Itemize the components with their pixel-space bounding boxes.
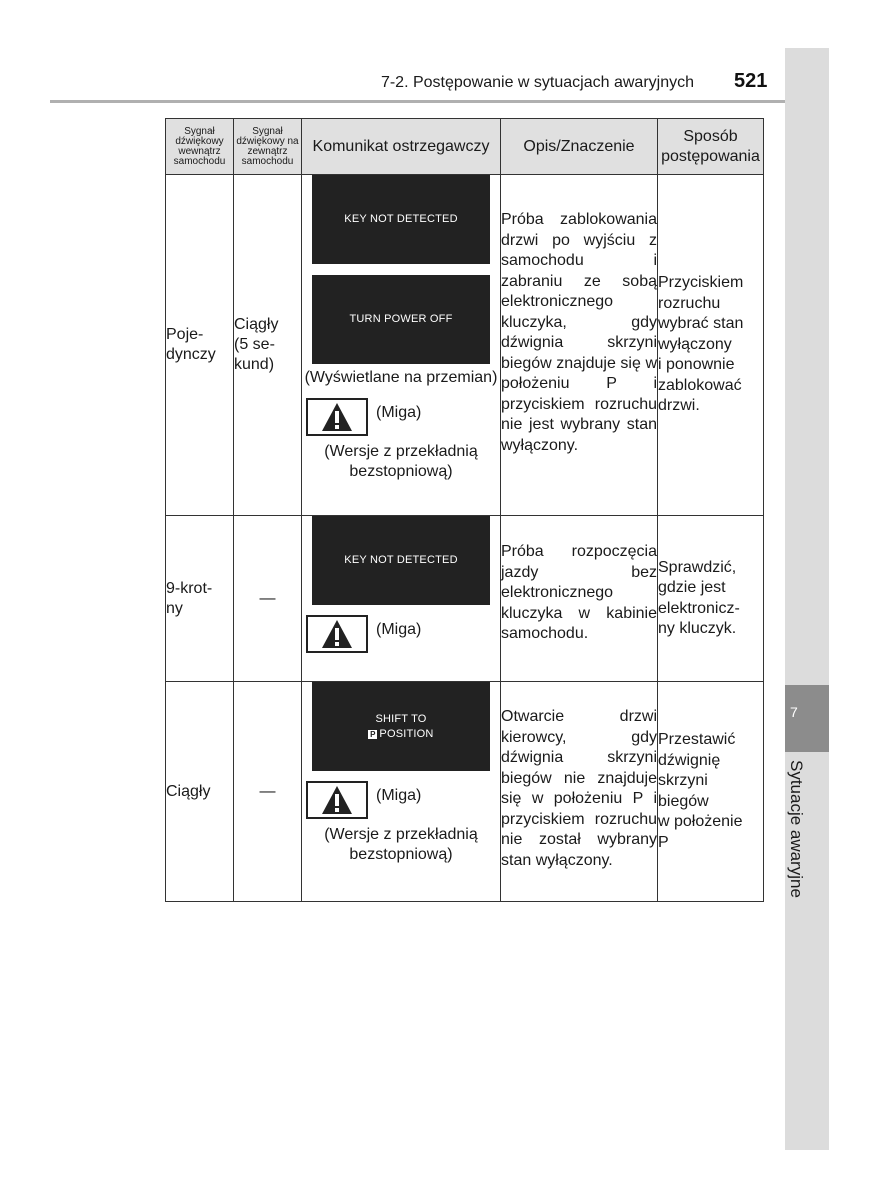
warning-message-cell bbox=[302, 175, 501, 516]
warning-indicator bbox=[306, 781, 500, 819]
cvt-note: (Wersje z przekładnią bezstopniową) bbox=[324, 443, 478, 480]
warning-indicator bbox=[306, 615, 500, 653]
chapter-number: 7 bbox=[790, 704, 798, 720]
display-text: KEY NOT DETECTED bbox=[344, 213, 458, 225]
cvt-note: (Wersje z przekładnią bezstopniową) bbox=[324, 826, 478, 863]
blink-label: (Miga) bbox=[376, 404, 422, 421]
display-text: POSITION bbox=[379, 727, 434, 740]
display-text: SHIFT TO bbox=[375, 712, 427, 725]
description-cell: Otwarcie drzwi kierowcy, gdy dźwignia skrzyni biegów nie znajduje się w położeniu P i przyciskiem rozruchu nie został wybrany stan wyłączony. bbox=[501, 682, 658, 902]
inside-buzzer-cell: 9-krot- ny bbox=[166, 516, 234, 682]
display-text-line2 bbox=[368, 727, 433, 742]
display-screen bbox=[312, 682, 490, 771]
outside-buzzer-cell: Ciągły (5 se- kund) bbox=[234, 175, 302, 516]
warning-triangle-icon bbox=[306, 781, 368, 819]
header-warning-message: Komunikat ostrzegawczy bbox=[302, 119, 501, 175]
chapter-label: Sytuacje awaryjne bbox=[787, 760, 806, 898]
warning-indicator bbox=[306, 398, 500, 436]
table-header-row bbox=[166, 119, 764, 175]
display-screen bbox=[312, 175, 490, 264]
side-bar bbox=[785, 48, 829, 1150]
action-cell: Sprawdzić, gdzie jest elektronicz- ny kluczyk. bbox=[658, 516, 764, 682]
header-action: Sposób postępowania bbox=[658, 119, 764, 175]
outside-buzzer-cell: — bbox=[234, 682, 302, 902]
outside-buzzer-cell: — bbox=[234, 516, 302, 682]
display-text: TURN POWER OFF bbox=[349, 313, 453, 325]
inside-buzzer-cell: Ciągły bbox=[166, 682, 234, 902]
header-outside-buzzer: Sygnał dźwiękowy na zewnątrz samochodu bbox=[234, 119, 302, 175]
warning-triangle-icon bbox=[306, 615, 368, 653]
inside-buzzer-cell: Poje- dynczy bbox=[166, 175, 234, 516]
table-row bbox=[166, 516, 764, 682]
alternating-note: (Wyświetlane na przemian) bbox=[304, 369, 498, 386]
display-screen bbox=[312, 516, 490, 605]
action-cell: Przestawić dźwignię skrzyni biegów w położenie P bbox=[658, 682, 764, 902]
action-cell: Przyciskiem rozruchu wybrać stan wyłączony i ponownie zablokować drzwi. bbox=[658, 175, 764, 516]
page-number: 521 bbox=[734, 70, 768, 92]
header-description: Opis/Znaczenie bbox=[501, 119, 658, 175]
table-row bbox=[166, 175, 764, 516]
warning-triangle-icon bbox=[306, 398, 368, 436]
warning-message-cell bbox=[302, 516, 501, 682]
header-divider bbox=[50, 100, 785, 103]
blink-label: (Miga) bbox=[376, 787, 422, 804]
section-title: 7-2. Postępowanie w sytuacjach awaryjnych bbox=[380, 74, 694, 91]
blink-label: (Miga) bbox=[376, 621, 422, 638]
description-cell: Próba zablokowania drzwi po wyjściu z samochodu i zabraniu ze sobą elektronicznego kluczyka, gdy dźwignia skrzyni biegów znajduje się w położeniu P i przyciskiem rozruchu nie jest wybrany stan wyłączony. bbox=[501, 175, 658, 516]
display-screen bbox=[312, 275, 490, 364]
park-p-icon: P bbox=[370, 729, 376, 739]
header-inside-buzzer: Sygnał dźwiękowy wewnątrz samochodu bbox=[166, 119, 234, 175]
display-text: KEY NOT DETECTED bbox=[344, 554, 458, 566]
description-cell: Próba rozpoczęcia jazdy bez elektronicznego kluczyka w kabinie samochodu. bbox=[501, 516, 658, 682]
warning-message-cell bbox=[302, 682, 501, 902]
warning-table bbox=[165, 118, 764, 902]
table-row bbox=[166, 682, 764, 902]
